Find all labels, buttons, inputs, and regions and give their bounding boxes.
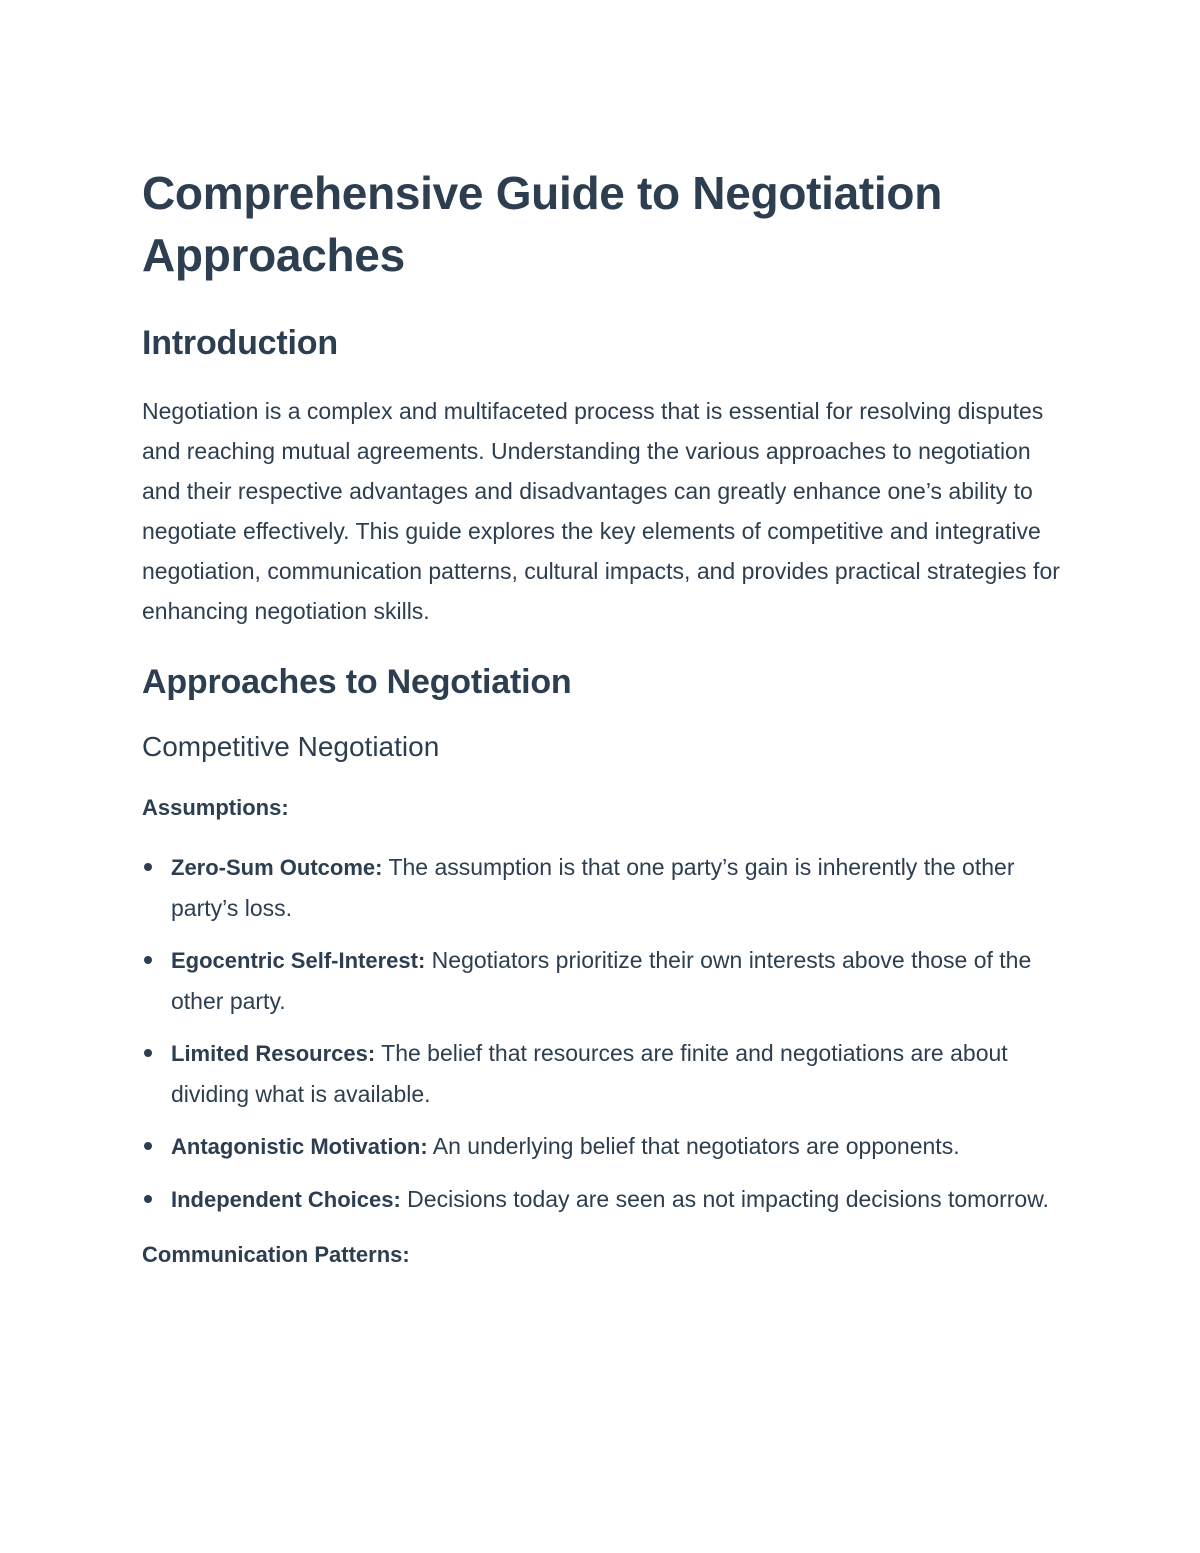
bullet-icon <box>144 1049 152 1057</box>
assumption-term: Zero-Sum Outcome: <box>171 855 383 880</box>
bullet-icon <box>144 863 152 871</box>
document-title: Comprehensive Guide to Negotiation Approaches <box>142 167 942 281</box>
bullet-icon <box>144 956 152 964</box>
assumption-term: Antagonistic Motivation: <box>171 1134 428 1159</box>
list-item <box>142 940 1072 1021</box>
approaches-heading: Approaches to Negotiation <box>142 663 572 701</box>
assumption-text: The assumption is that one party’s gain is inherently the other party’s loss. <box>171 854 1015 921</box>
assumption-term: Limited Resources: <box>171 1041 376 1066</box>
introduction-paragraph: Negotiation is a complex and multifaceted process that is essential for resolving disputes and reaching mutual agreements. Understanding the various approaches to negotiation and their respective advantages and disadvantages can greatly enhance one’s ability to negotiate effectively. This guide explores the key elements of competitive and integrative negotiation, communication patterns, cultural impacts, and provides practical strategies for enhancing negotiation skills. <box>142 398 1060 624</box>
introduction-heading: Introduction <box>142 324 338 362</box>
assumptions-label: Assumptions: <box>142 795 289 820</box>
list-item <box>142 1033 1072 1114</box>
document-page <box>142 162 1072 1270</box>
list-item <box>142 1126 1072 1167</box>
communication-patterns-label: Communication Patterns: <box>142 1242 410 1267</box>
assumption-text: An underlying belief that negotiators are opponents. <box>427 1133 960 1159</box>
assumption-term: Independent Choices: <box>171 1187 401 1212</box>
list-item <box>142 847 1072 928</box>
competitive-negotiation-heading: Competitive Negotiation <box>142 731 440 762</box>
assumption-text: Decisions today are seen as not impacting decisions tomorrow. <box>400 1186 1049 1212</box>
assumptions-list <box>142 847 1072 1220</box>
assumption-text: Negotiators prioritize their own interests above those of the other party. <box>171 947 1032 1014</box>
bullet-icon <box>144 1142 152 1150</box>
assumption-term: Egocentric Self-Interest: <box>171 948 426 973</box>
bullet-icon <box>144 1195 152 1203</box>
assumption-text: The belief that resources are finite and negotiations are about dividing what is available. <box>171 1040 1008 1107</box>
list-item <box>142 1179 1072 1220</box>
